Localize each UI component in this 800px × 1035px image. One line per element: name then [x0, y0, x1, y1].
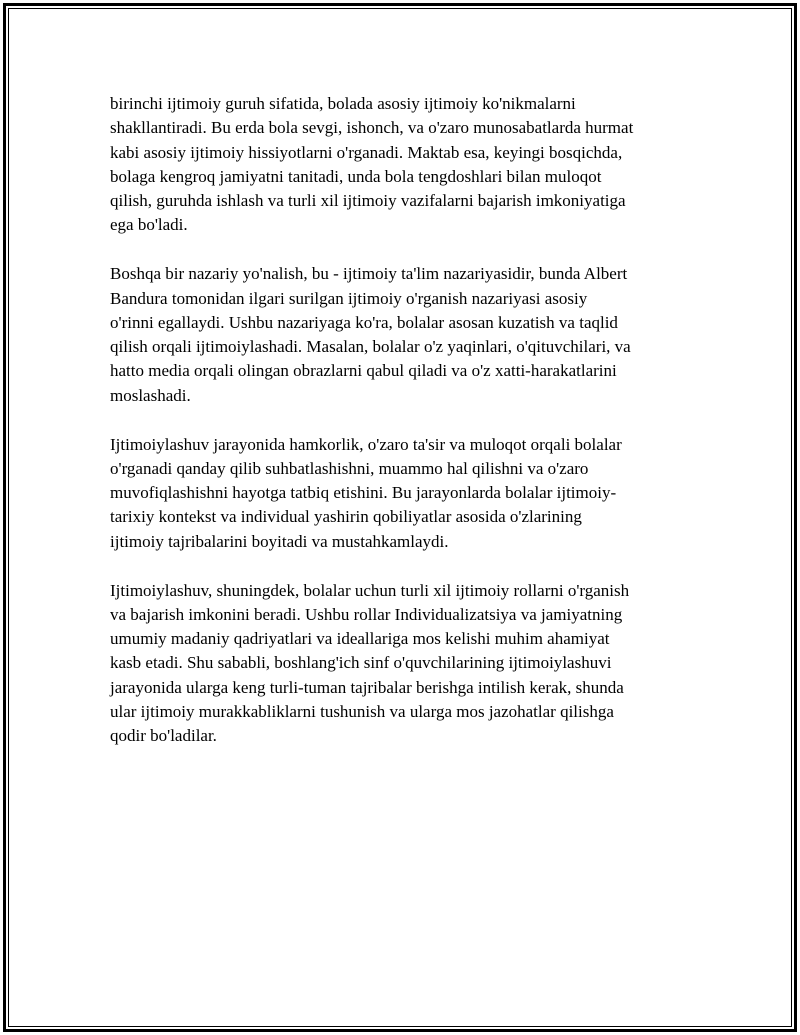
document-body [110, 92, 685, 773]
paragraph-3: Ijtimoiylashuv jarayonida hamkorlik, o'zaro ta'sir va muloqot orqali bolalar o'rganadi qanday qilib suhbatlashishni, muammo hal qilishni va o'zaro muvofiqlashishni hayotga tatbiq etishini. Bu jarayonlarda bolalar ijtimoiy- tarixiy kontekst va individual yashirin qobiliyatlar asosida o'zlarining ijtimoiy tajribalarini boyitadi va mustahkamlaydi. [110, 434, 622, 551]
paragraph-4: Ijtimoiylashuv, shuningdek, bolalar uchun turli xil ijtimoiy rollarni o'rganish va bajarish imkonini beradi. Ushbu rollar Individualizatsiya va jamiyatning umumiy madaniy qadriyatlari va ideallariga mos kelishi muhim ahamiyat kasb etadi. Shu sababli, boshlang'ich sinf o'quvchilarining ijtimoiylashuvi jarayonida ularga keng turli-tuman tajribalar berishga intilish kerak, shunda ular ijtimoiy murakkabliklarni tushunish va ularga mos jazohatlar qilishga qodir bo'ladilar. [110, 580, 630, 746]
paragraph-2: Boshqa bir nazariy yo'nalish, bu - ijtimoiy ta'lim nazariyasidir, bunda Albert Bandura tomonidan ilgari surilgan ijtimoiy o'rganish nazariyasi asosiy o'rinni egallaydi. Ushbu nazariyaga ko'ra, bolalar asosan kuzatish va taqlid qilish orqali ijtimoiylashadi. Masalan, bolalar o'z yaqinlari, o'qituvchilari, va hatto media orqali olingan obrazlarni qabul qiladi va o'z xatti-harakatlarini moslashadi. [110, 264, 631, 405]
paragraph-1: birinchi ijtimoiy guruh sifatida, bolada asosiy ijtimoiy ko'nikmalarni shakllantiradi. Bu erda bola sevgi, ishonch, va o'zaro munosabatlarda hurmat kabi asosiy ijtimoiy hissiyotlarni o'rganadi. Maktab esa, keyingi bosqichda, bolaga kengroq jamiyatni tanitadi, unda bola tengdoshlari bilan muloqot qilish, guruhda ishlash va turli xil ijtimoiy vazifalarni bajarish imkoniyatiga ega bo'ladi. [110, 94, 634, 235]
